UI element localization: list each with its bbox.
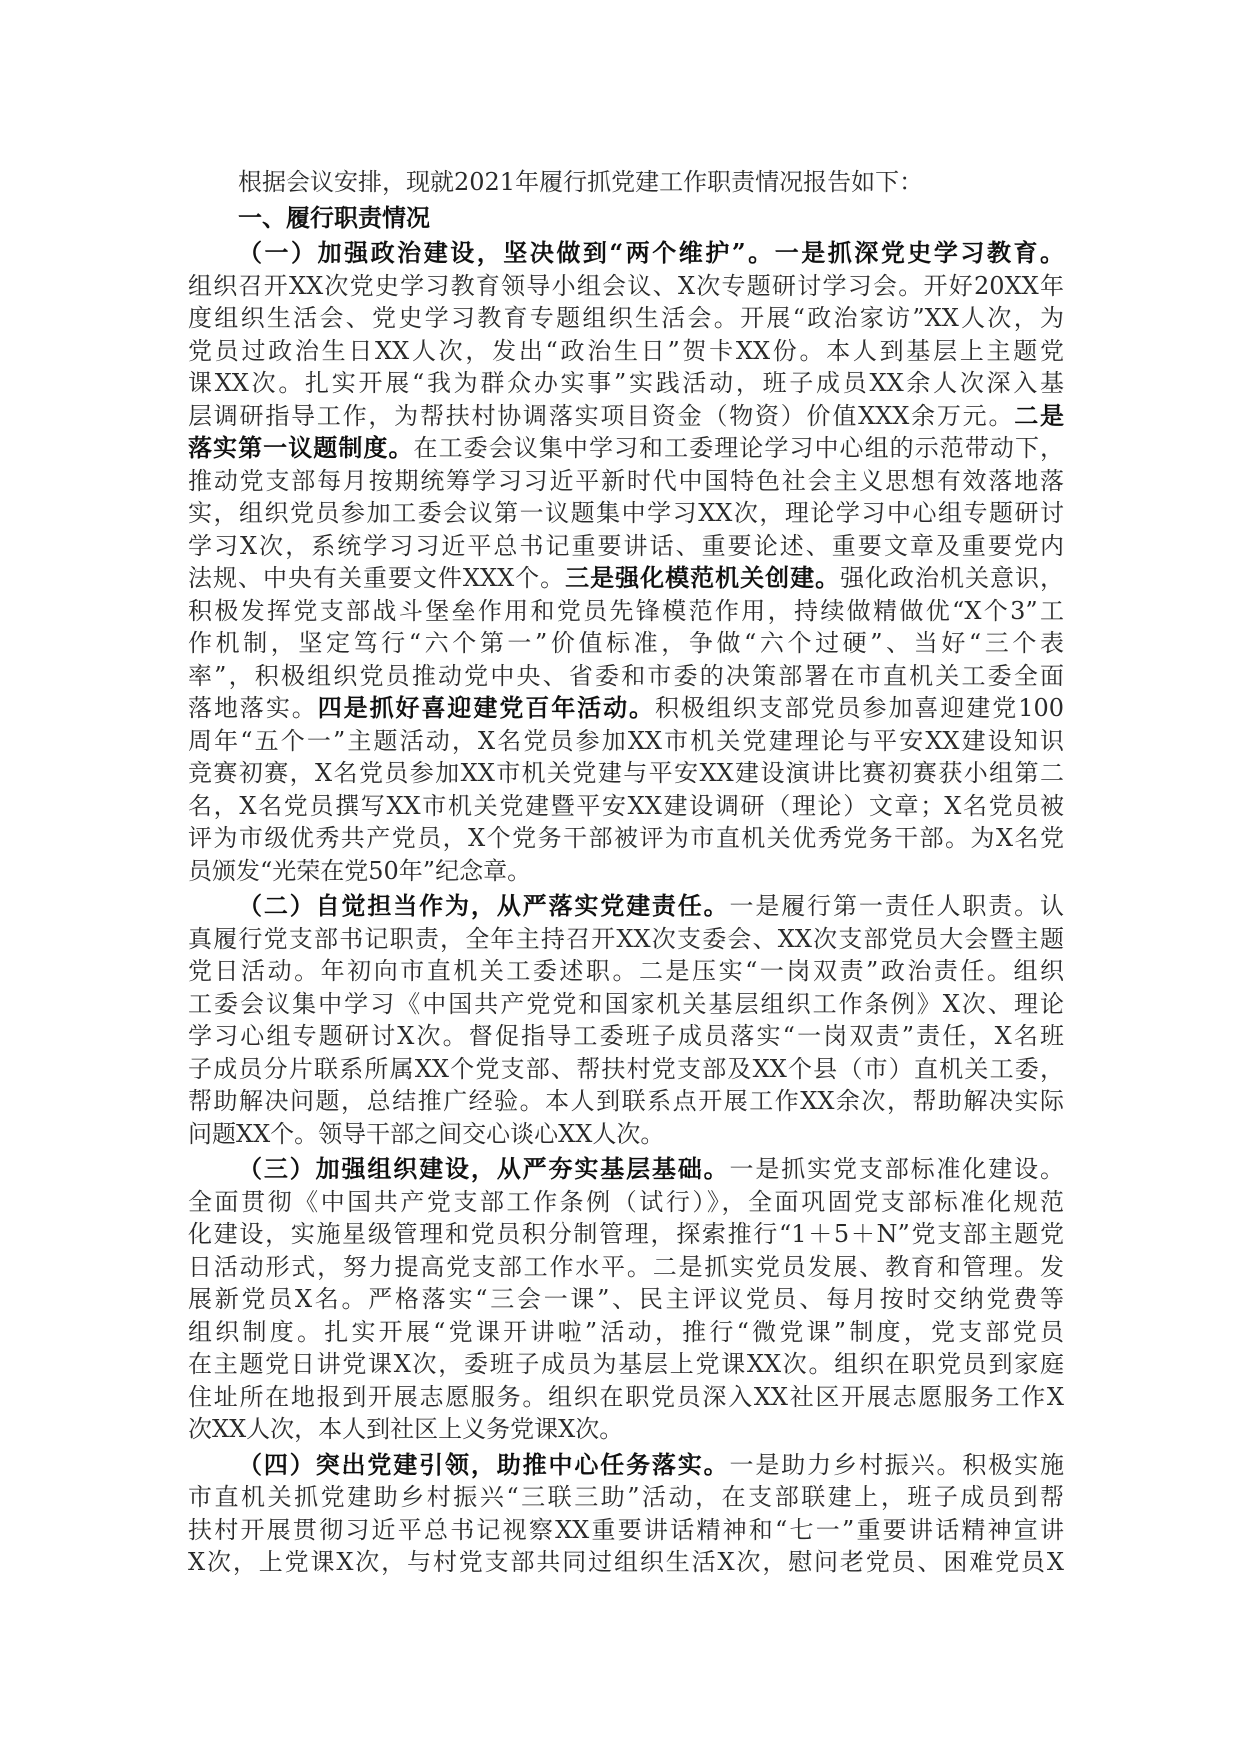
text-line	[188, 1020, 1064, 1053]
text: 推动党支部每月按期统筹学习习近平新时代中国特色社会主义思想有效落地落	[188, 466, 1064, 495]
text: 周年“五个一”主题活动，X名党员参加XX市机关党建理论与平安XX建设知识	[188, 726, 1064, 755]
text-line	[188, 890, 1064, 923]
text: 问题XX个。领导干部之间交心谈心XX人次。	[188, 1119, 665, 1148]
bold-text: 二是	[1014, 400, 1064, 430]
text-line	[188, 627, 1064, 660]
section-heading	[188, 202, 1064, 235]
text: 展新党员X名。严格落实“三会一课”、民主评议党员、每月按时交纳党费等	[188, 1285, 1064, 1313]
text-line	[188, 166, 1064, 199]
text: 法规、中央有关重要文件XXX个。	[188, 564, 566, 592]
text-line	[188, 530, 1064, 563]
text: 员颁发“光荣在党50年”纪念章。	[188, 856, 532, 885]
bold-text: 一、履行职责情况	[238, 202, 430, 232]
text: 真履行党支部书记职责，全年主持召开XX次支委会、XX次支部党员大会暨主题	[188, 924, 1064, 953]
text: 化建设，实施星级管理和党员积分制管理，探索推行“1＋5＋N”党支部主题党	[188, 1220, 1064, 1248]
text-line	[188, 1283, 1064, 1316]
text-line	[188, 1251, 1064, 1284]
text: 积极组织支部党员参加喜迎建党100	[654, 694, 1064, 722]
text: 党日活动。年初向市直机关工委述职。二是压实“一岗双责”政治责任。组织	[188, 957, 1064, 985]
text: 工委会议集中学习《中国共产党党和国家机关基层组织工作条例》X次、理论	[188, 989, 1064, 1018]
bold-text: 落实第一议题制度。	[188, 433, 414, 462]
text-line	[188, 725, 1064, 758]
text: 一是履行第一责任人职责。认	[729, 892, 1064, 920]
text: 根据会议安排，现就2021年履行抓党建工作职责情况报告如下：	[238, 168, 924, 196]
text-line	[188, 1381, 1064, 1414]
text: 率”，积极组织党员推动党中央、省委和市委的决策部署在市直机关工委全面	[188, 661, 1064, 690]
bold-text: （一）加强政治建设，坚决做到“两个维护”。一是抓深党史学习教育。	[238, 238, 1064, 267]
text-line	[188, 1481, 1064, 1514]
paragraph	[188, 1449, 1064, 1579]
text-line	[188, 923, 1064, 956]
paragraph	[188, 890, 1064, 1150]
text: 日活动形式，努力提高党支部工作水平。二是抓实党员发展、教育和管理。发	[188, 1252, 1064, 1281]
text-line	[188, 1413, 1064, 1446]
text-line	[188, 988, 1064, 1021]
bold-text: 三是强化模范机关创建。	[565, 563, 841, 592]
text: 层调研指导工作，为帮扶村协调落实项目资金（物资）价值XXX余万元。	[188, 401, 1015, 430]
text: 作机制，坚定笃行“六个第一”价值标准，争做“六个过硬”、当好“三个表	[188, 629, 1064, 657]
document-body	[188, 166, 1064, 1579]
text: 市直机关抓党建助乡村振兴“三联三助”活动，在支部联建上，班子成员到帮	[188, 1483, 1064, 1511]
text-line	[188, 1186, 1064, 1219]
text: 次XX人次，本人到社区上义务党课X次。	[188, 1415, 624, 1443]
text-line	[188, 1218, 1064, 1251]
text-line	[188, 1514, 1064, 1547]
text-line	[188, 1118, 1064, 1151]
text: 度组织生活会、党史学习教育专题组织生活会。开展“政治家访”XX人次，为	[188, 304, 1064, 332]
text-line	[188, 432, 1064, 465]
text-line	[188, 692, 1064, 725]
text-line	[188, 822, 1064, 855]
text: 学习X次，系统学习习近平总书记重要讲话、重要论述、重要文章及重要党内	[188, 531, 1064, 560]
text-line	[188, 1546, 1064, 1579]
text: 强化政治机关意识，	[840, 564, 1065, 592]
text: X次，上党课X次，与村党支部共同过组织生活X次，慰问老党员、困难党员X	[188, 1548, 1064, 1576]
text: 竞赛初赛，X名党员参加XX市机关党建与平安XX建设演讲比赛初赛获小组第二	[188, 759, 1064, 787]
text: 住址所在地报到开展志愿服务。组织在职党员深入XX社区开展志愿服务工作X	[188, 1382, 1064, 1411]
text-line	[188, 1348, 1064, 1381]
text: 实，组织党员参加工委会议第一议题集中学习XX次，理论学习中心组专题研讨	[188, 499, 1064, 527]
text-line	[188, 1085, 1064, 1118]
bold-text: （四）突出党建引领，助推中心任务落实。	[238, 1449, 730, 1479]
text: 一是助力乡村振兴。积极实施	[729, 1450, 1064, 1479]
text: 子成员分片联系所属XX个党支部、帮扶村党支部及XX个县（市）直机关工委，	[188, 1054, 1064, 1083]
bold-text: （二）自觉担当作为，从严落实党建责任。	[238, 891, 730, 920]
text: 在工委会议集中学习和工委理论学习中心组的示范带动下，	[413, 434, 1064, 462]
text-line	[188, 1316, 1064, 1349]
text: 组织召开XX次党史学习教育领导小组会议、X次专题研讨学习会。开好20XX年	[188, 271, 1064, 300]
text: 党员过政治生日XX人次，发出“政治生日”贺卡XX份。本人到基层上主题党	[188, 336, 1064, 365]
text-line	[188, 465, 1064, 498]
text-line	[188, 955, 1064, 988]
text: 落地落实。	[188, 694, 318, 722]
text: 全面贯彻《中国共产党支部工作条例（试行）》，全面巩固党支部标准化规范	[188, 1187, 1064, 1216]
text-line	[188, 237, 1064, 270]
text-line	[188, 497, 1064, 530]
bold-text: 四是抓好喜迎建党百年活动。	[317, 693, 655, 722]
text: 扶村开展贯彻习近平总书记视察XX重要讲话精神和“七一”重要讲话精神宣讲	[188, 1515, 1064, 1544]
text: 课XX次。扎实开展“我为群众办实事”实践活动，班子成员XX余人次深入基	[188, 369, 1064, 397]
text: 在主题党日讲党课X次，委班子成员为基层上党课XX次。组织在职党员到家庭	[188, 1350, 1064, 1378]
paragraph	[188, 1153, 1064, 1446]
text: 帮助解决问题，总结推广经验。本人到联系点开展工作XX余次，帮助解决实际	[188, 1087, 1064, 1115]
text-line	[188, 562, 1064, 595]
text-line	[188, 1449, 1064, 1482]
text-line	[188, 400, 1064, 433]
text: 学习心组专题研讨X次。督促指导工委班子成员落实“一岗双责”责任，X名班	[188, 1022, 1064, 1050]
text-line	[188, 367, 1064, 400]
text-line	[188, 335, 1064, 368]
bold-text: （三）加强组织建设，从严夯实基层基础。	[238, 1154, 730, 1183]
paragraph	[188, 237, 1064, 887]
text-line	[188, 302, 1064, 335]
text: 积极发挥党支部战斗堡垒作用和党员先锋模范作用，持续做精做优“X个3”工	[188, 596, 1064, 625]
text: 名，X名党员撰写XX市机关党建暨平安XX建设调研（理论）文章；X名党员被	[188, 791, 1064, 820]
text: 一是抓实党支部标准化建设。	[729, 1155, 1064, 1183]
text-line	[188, 790, 1064, 823]
text: 评为市级优秀共产党员，X个党务干部被评为市直机关优秀党务干部。为X名党	[188, 824, 1064, 852]
text-line	[188, 1153, 1064, 1186]
text-line	[188, 270, 1064, 303]
intro-paragraph	[188, 166, 1064, 199]
text-line	[188, 660, 1064, 693]
text-line	[188, 595, 1064, 628]
text-line	[188, 855, 1064, 888]
text-line	[188, 202, 1064, 235]
text-line	[188, 757, 1064, 790]
text: 组织制度。扎实开展“党课开讲啦”活动，推行“微党课”制度，党支部党员	[188, 1317, 1064, 1346]
text-line	[188, 1053, 1064, 1086]
